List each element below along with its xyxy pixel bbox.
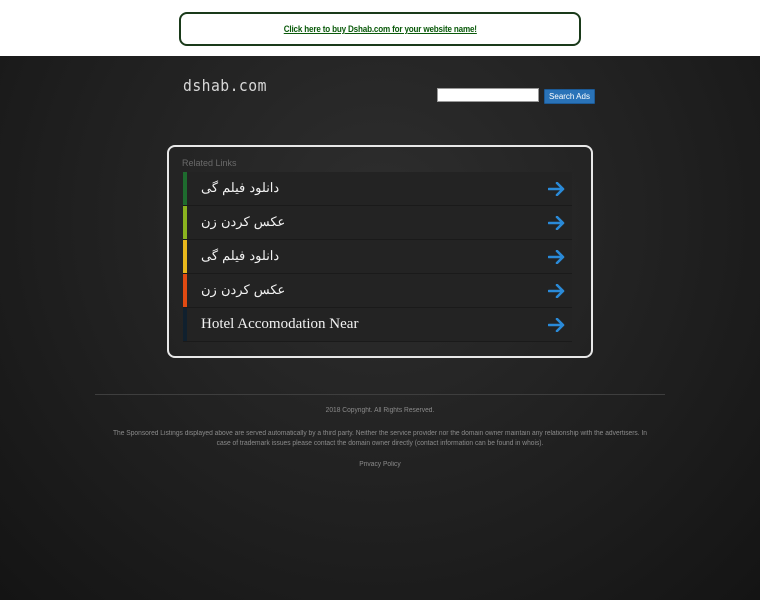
- footer-divider: [95, 394, 665, 395]
- buy-domain-link[interactable]: Click here to buy Dshab.com for your website name!: [283, 24, 477, 34]
- related-link-row[interactable]: [183, 206, 572, 240]
- related-link-label[interactable]: دانلود فیلم گی: [201, 249, 280, 264]
- related-link-label[interactable]: Hotel Accomodation Near: [201, 316, 359, 332]
- search-ads-button[interactable]: Search Ads: [544, 89, 595, 104]
- arrow-right-icon[interactable]: [542, 206, 572, 239]
- top-banner: [0, 0, 760, 56]
- related-link-label[interactable]: عکس کردن زن: [201, 283, 286, 298]
- buy-domain-box: [179, 12, 581, 46]
- related-links-title: Related Links: [182, 158, 237, 168]
- site-logo[interactable]: dshab.com: [183, 76, 267, 95]
- related-link-row[interactable]: [183, 172, 572, 206]
- privacy-policy-link[interactable]: Privacy Policy: [359, 461, 401, 468]
- related-link-row[interactable]: [183, 274, 572, 308]
- related-link-label[interactable]: دانلود فیلم گی: [201, 181, 280, 196]
- arrow-right-icon[interactable]: [542, 308, 572, 341]
- arrow-right-icon[interactable]: [542, 240, 572, 273]
- arrow-right-icon[interactable]: [542, 274, 572, 307]
- search-input[interactable]: [437, 88, 539, 102]
- related-link-row[interactable]: [183, 240, 572, 274]
- arrow-right-icon[interactable]: [542, 172, 572, 205]
- related-link-label[interactable]: عکس کردن زن: [201, 215, 286, 230]
- related-link-row[interactable]: [183, 308, 572, 342]
- copyright-text: 2018 Copyright. All Rights Reserved.: [325, 407, 435, 414]
- disclaimer-text: The Sponsored Listings displayed above are served automatically by a third party. Neither the service provider nor the domain owner maintain any relationship with the advertisers. In case of trademark issues please contact the domain owner directly (contact information can be found in whois).: [112, 430, 647, 447]
